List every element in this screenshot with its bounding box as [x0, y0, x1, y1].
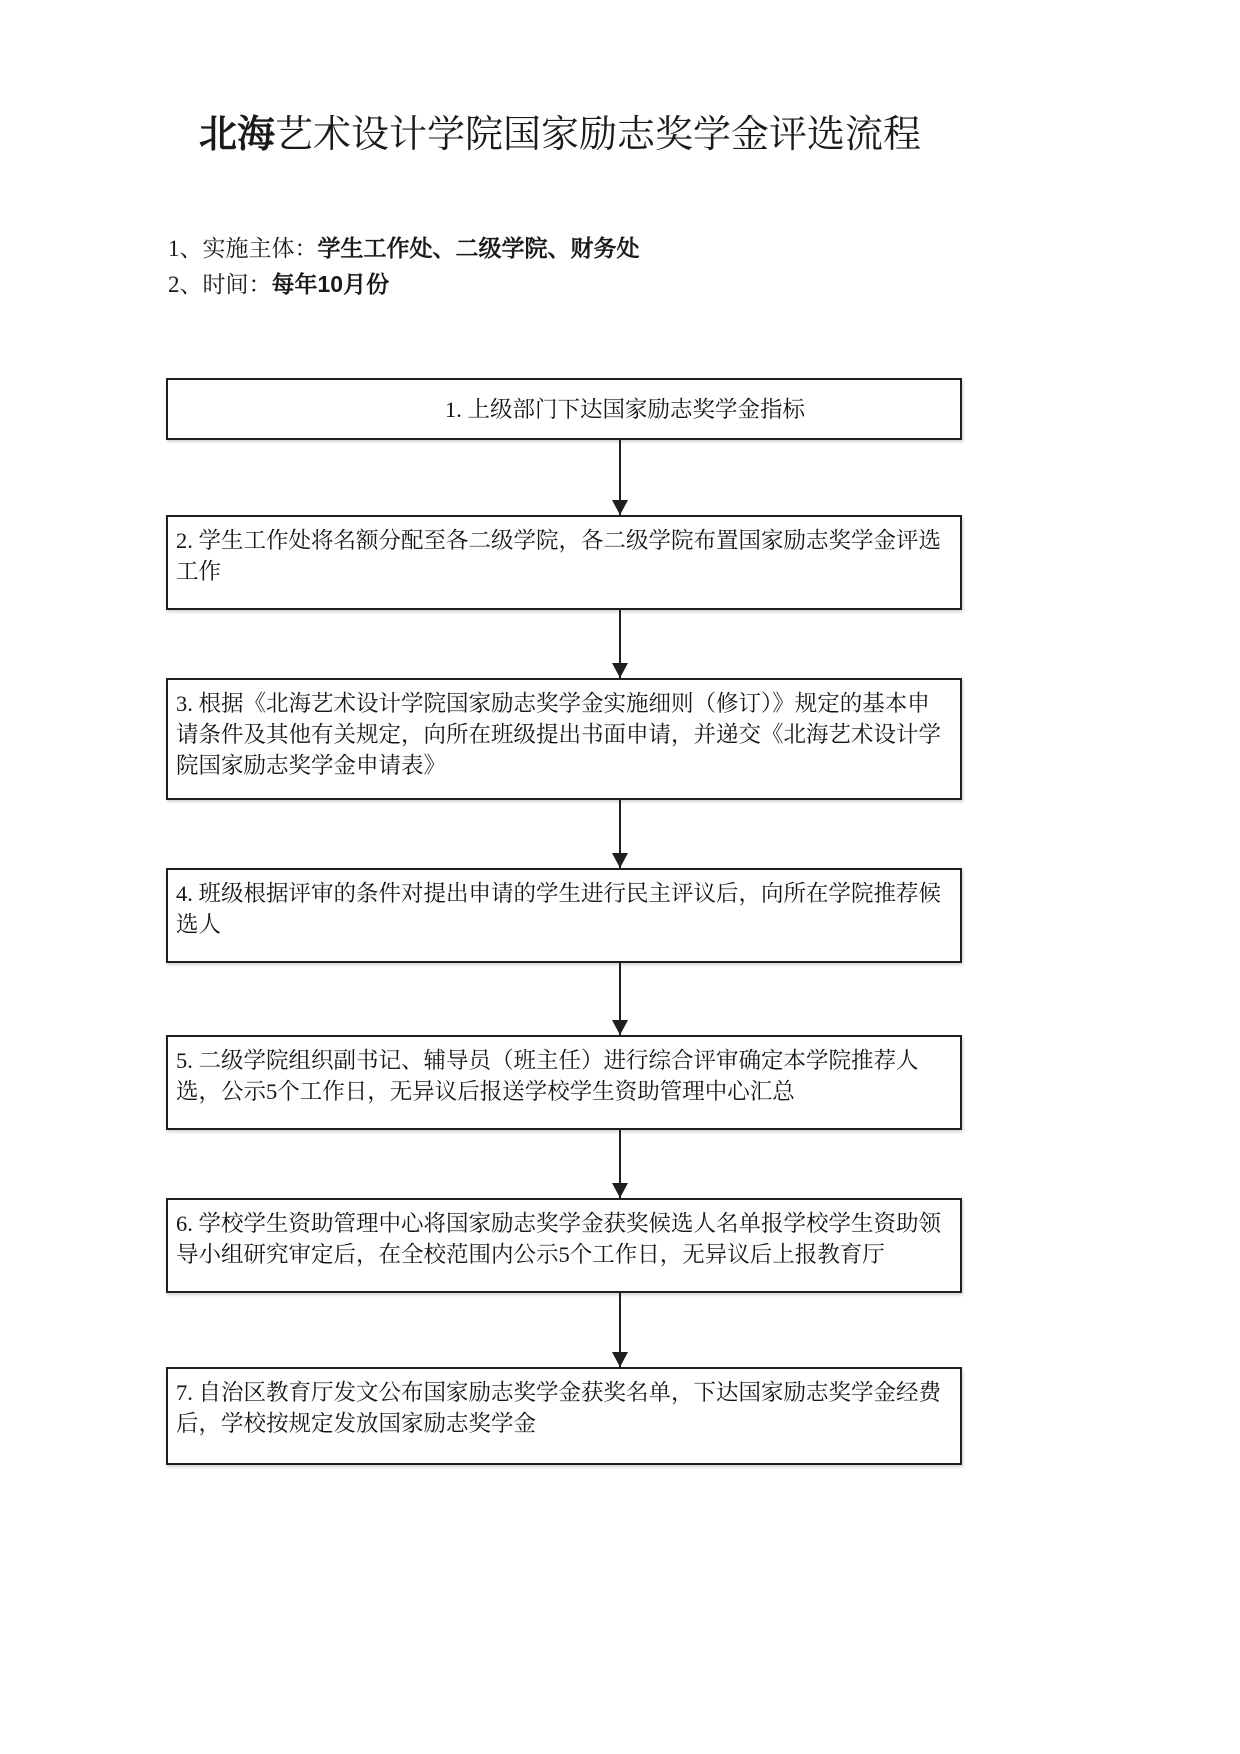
flow-step-text: 2. 学生工作处将名额分配至各二级学院，各二级学院布置国家励志奖学金评选 — [176, 528, 942, 553]
flow-arrow-down-icon — [619, 1293, 621, 1367]
flow-step-text: 工作 — [176, 559, 222, 584]
flow-step-text: 7. 自治区教育厅发文公布国家励志奖学金获奖名单，下达国家励志奖学金经费 — [176, 1380, 942, 1405]
meta-item-value: 学生工作处、二级学院、财务处 — [317, 235, 640, 261]
flow-step-3 — [166, 678, 962, 800]
meta-item-subject — [168, 233, 640, 264]
meta-item-number: 1、 — [168, 236, 203, 261]
flow-arrow-down-icon — [619, 610, 621, 678]
flow-step-text: 选人 — [176, 912, 222, 937]
flow-step-6 — [166, 1198, 962, 1293]
flow-step-text: 3. 根据《北海艺术设计学院国家励志奖学金实施细则（修订）》规定的基本申 — [176, 691, 930, 716]
flow-step-text: 4. 班级根据评审的条件对提出申请的学生进行民主评议后，向所在学院推荐候 — [176, 881, 942, 906]
flow-step-1 — [166, 378, 962, 440]
meta-item-number: 2、 — [168, 272, 203, 297]
flow-step-text: 1. 上级部门下达国家励志奖学金指标 — [444, 397, 805, 422]
flow-step-text: 院国家励志奖学金申请表》 — [176, 753, 447, 778]
flow-step-5 — [166, 1035, 962, 1130]
flow-step-text: 6. 学校学生资助管理中心将国家励志奖学金获奖候选人名单报学校学生资助领 — [176, 1211, 942, 1236]
flow-step-text: 后，学校按规定发放国家励志奖学金 — [176, 1411, 537, 1436]
flow-step-7 — [166, 1367, 962, 1465]
meta-item-value: 每年10月份 — [271, 271, 390, 297]
page-title-bold-part: 北海 — [198, 114, 275, 156]
flow-step-text: 选，公示5个工作日，无异议后报送学校学生资助管理中心汇总 — [176, 1079, 795, 1104]
flow-arrow-down-icon — [619, 963, 621, 1035]
flow-arrow-down-icon — [619, 800, 621, 868]
page-title — [60, 112, 1060, 158]
flow-step-4 — [166, 868, 962, 963]
flow-arrow-down-icon — [619, 440, 621, 515]
meta-item-label: 实施主体： — [202, 235, 318, 261]
meta-item-label: 时间： — [202, 271, 272, 297]
flow-step-text: 请条件及其他有关规定，向所在班级提出书面申请，并递交《北海艺术设计学 — [176, 722, 942, 747]
flow-step-text: 导小组研究审定后，在全校范围内公示5个工作日，无异议后上报教育厅 — [176, 1242, 885, 1267]
flow-step-text: 5. 二级学院组织副书记、辅导员（班主任）进行综合评审确定本学院推荐人 — [176, 1048, 919, 1073]
flow-step-2 — [166, 515, 962, 610]
meta-item-time — [168, 269, 389, 300]
page-title-rest-part: 艺术设计学院国家励志奖学金评选流程 — [275, 114, 922, 156]
flow-arrow-down-icon — [619, 1130, 621, 1198]
